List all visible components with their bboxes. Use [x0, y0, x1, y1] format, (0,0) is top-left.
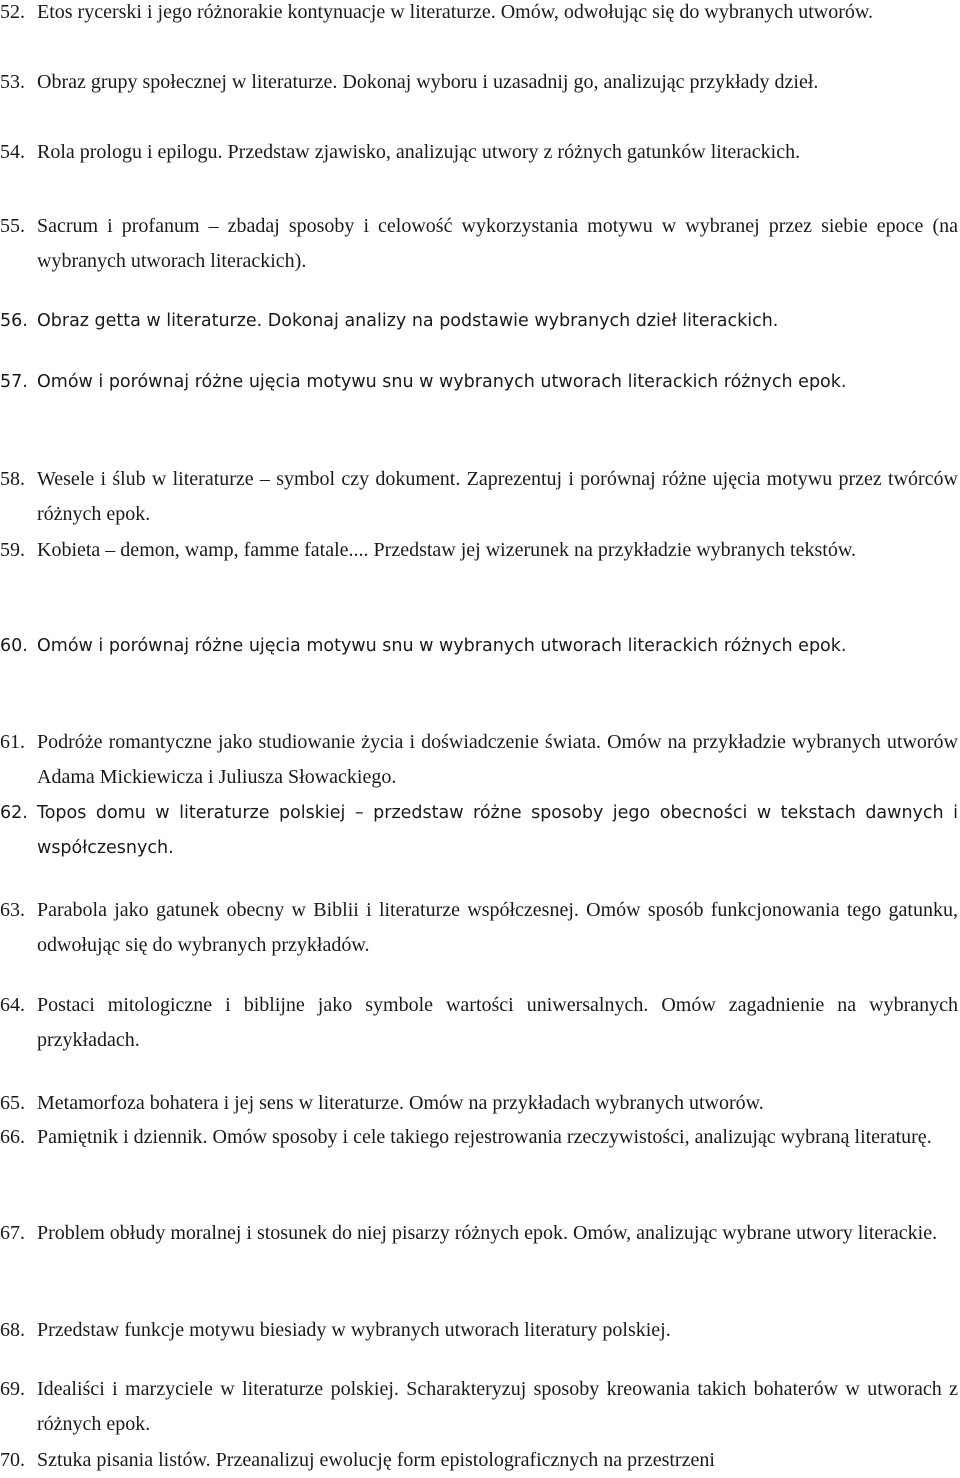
item-text: Etos rycerski i jego różnorakie kontynuacje w literaturze. Omów, odwołując się do wybranych utworów. — [37, 1, 874, 23]
list-item — [0, 533, 958, 568]
item-number: 61. — [0, 731, 25, 753]
list-item — [0, 365, 958, 400]
list-item — [0, 1216, 958, 1251]
item-text: Topos domu w literaturze polskiej – przedstaw różne sposoby jego obecności w tekstach dawnych i współczesnych. — [37, 803, 958, 858]
item-text: Obraz grupy społecznej w literaturze. Dokonaj wyboru i uzasadnij go, analizując przykłady dzieł. — [37, 71, 819, 93]
item-number: 57. — [0, 372, 28, 392]
item-text: Pamiętnik i dziennik. Omów sposoby i cele takiego rejestrowania rzeczywistości, analizując wybraną literaturę. — [37, 1126, 932, 1148]
item-number: 69. — [0, 1378, 25, 1400]
item-number: 54. — [0, 141, 25, 163]
item-text: Postaci mitologiczne i biblijne jako symbole wartości uniwersalnych. Omów zagadnienie na wybranych przykładach. — [37, 994, 958, 1051]
item-number: 63. — [0, 899, 25, 921]
item-number: 68. — [0, 1319, 25, 1341]
item-text: Parabola jako gatunek obecny w Biblii i literaturze współczesnej. Omów sposób funkcjonowania tego gatunku, odwołując się do wybranych przykładów. — [37, 899, 958, 956]
item-text: Podróże romantyczne jako studiowanie życia i doświadczenie świata. Omów na przykładzie wybranych utworów Adama Mickiewicza i Juliusza Słowackiego. — [37, 731, 958, 788]
item-text: Wesele i ślub w literaturze – symbol czy dokument. Zaprezentuj i porównaj różne ujęcia motywu przez twórców różnych epok. — [37, 468, 958, 525]
item-number: 56. — [0, 311, 28, 331]
item-text: Omów i porównaj różne ujęcia motywu snu w wybranych utworach literackich różnych epok. — [37, 372, 847, 392]
list-item — [0, 0, 958, 30]
item-text: Obraz getta w literaturze. Dokonaj analizy na podstawie wybranych dzieł literackich. — [37, 311, 779, 331]
list-item — [0, 893, 958, 963]
list-item — [0, 1443, 958, 1478]
list-item — [0, 988, 958, 1058]
item-text: Omów i porównaj różne ujęcia motywu snu w wybranych utworach literackich różnych epok. — [37, 636, 847, 656]
item-number: 60. — [0, 636, 28, 656]
list-item — [0, 1086, 958, 1121]
list-item — [0, 1372, 958, 1442]
item-number: 59. — [0, 539, 25, 561]
list-item — [0, 304, 958, 339]
item-text: Metamorfoza bohatera i jej sens w literaturze. Omów na przykładach wybranych utworów. — [37, 1092, 764, 1114]
item-number: 64. — [0, 994, 25, 1016]
list-item — [0, 135, 958, 170]
item-text: Sztuka pisania listów. Przeanalizuj ewolucję form epistolograficznych na przestrzeni — [37, 1449, 715, 1471]
list-item — [0, 65, 958, 100]
item-text: Przedstaw funkcje motywu biesiady w wybranych utworach literatury polskiej. — [37, 1319, 671, 1341]
item-number: 67. — [0, 1222, 25, 1244]
item-text: Kobieta – demon, wamp, famme fatale.... Przedstaw jej wizerunek na przykładzie wybranych tekstów. — [37, 539, 856, 561]
list-item — [0, 209, 958, 279]
item-number: 66. — [0, 1126, 25, 1148]
list-item — [0, 629, 958, 664]
item-text: Sacrum i profanum – zbadaj sposoby i celowość wykorzystania motywu w wybranej przez siebie epoce (na wybranych utworach literackich). — [37, 215, 958, 272]
item-text: Problem obłudy moralnej i stosunek do niej pisarzy różnych epok. Omów, analizując wybrane utwory literackie. — [37, 1222, 938, 1244]
item-number: 58. — [0, 468, 25, 490]
item-text: Idealiści i marzyciele w literaturze polskiej. Scharakteryzuj sposoby kreowania takich bohaterów w utworach z różnych epok. — [37, 1378, 958, 1435]
item-number: 52. — [0, 1, 25, 23]
list-item — [0, 1313, 958, 1348]
item-text: Rola prologu i epilogu. Przedstaw zjawisko, analizując utwory z różnych gatunków literackich. — [37, 141, 801, 163]
list-item — [0, 1120, 958, 1155]
list-item — [0, 725, 958, 795]
item-number: 55. — [0, 215, 25, 237]
item-number: 53. — [0, 71, 25, 93]
list-item — [0, 796, 958, 866]
item-number: 65. — [0, 1092, 25, 1114]
list-item — [0, 462, 958, 532]
item-number: 70. — [0, 1449, 25, 1471]
item-number: 62. — [0, 803, 28, 823]
